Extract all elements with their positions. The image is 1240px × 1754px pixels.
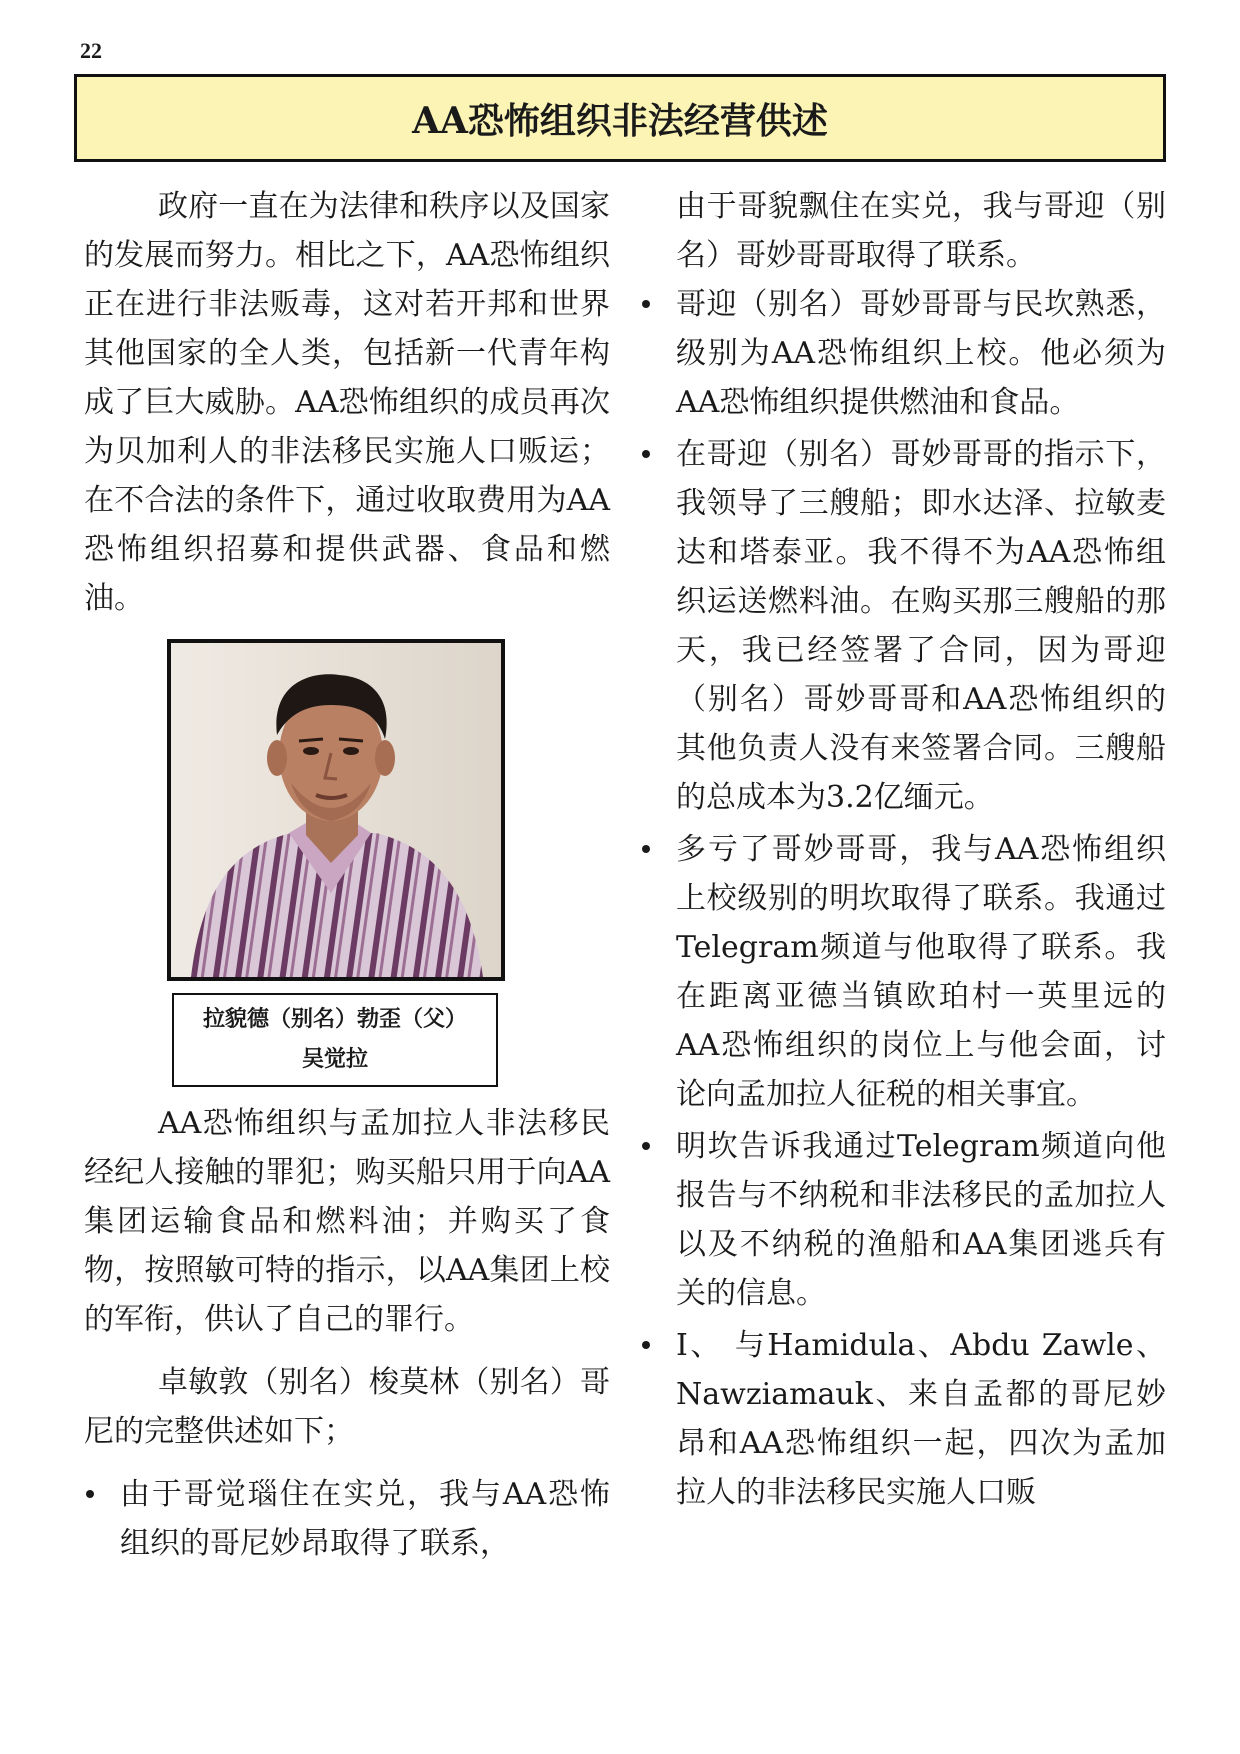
intro-paragraph: 政府一直在为法律和秩序以及国家的发展而努力。相比之下，AA恐怖组织正在进行非法贩毒，这对若开邦和世界其他国家的全人类，包括新一代青年构成了巨大威胁。AA恐怖组织的成员再次为贝加利人的非法移民实施人口贩运；在不合法的条件下，通过收取费用为AA恐怖组织招募和提供武器、食品和燃油。 bbox=[84, 189, 610, 616]
bullet-icon bbox=[642, 450, 650, 458]
caption-line-2: 吴觉拉 bbox=[301, 1046, 368, 1072]
bullet-icon bbox=[642, 845, 650, 853]
list-item bbox=[676, 430, 1166, 822]
right-bullet-list bbox=[676, 280, 1166, 1517]
list-item bbox=[676, 1321, 1166, 1517]
list-item-text: 哥迎（别名）哥妙哥哥与民坎熟悉，级别为AA恐怖组织上校。他必须为AA恐怖组织提供燃油和食品。 bbox=[676, 287, 1166, 420]
list-item-text: I、 与Hamidula、Abdu Zawle、Nawziamauk、来自孟都的哥尼妙昂和AA恐怖组织一起，四次为孟加拉人的非法移民实施人口贩 bbox=[676, 1328, 1166, 1510]
bullet-icon bbox=[642, 1142, 650, 1150]
offense-paragraph: AA恐怖组织与孟加拉人非法移民经纪人接触的罪犯；购买船只用于向AA集团运输食品和燃料油；并购买了食物，按照敏可特的指示，以AA集团上校的军衔，供认了自己的罪行。 bbox=[84, 1106, 610, 1337]
left-column bbox=[84, 182, 610, 1568]
bullet-icon bbox=[86, 1490, 94, 1498]
continued-paragraph: 由于哥貌飘住在实兑，我与哥迎（别名）哥妙哥哥取得了联系。 bbox=[676, 189, 1166, 273]
list-item-text: 在哥迎（别名）哥妙哥哥的指示下，我领导了三艘船；即水达泽、拉敏麦达和塔泰亚。我不得不为AA恐怖组织运送燃料油。在购买那三艘船的那天，我已经签署了合同，因为哥迎（别名）哥妙哥哥和AA恐怖组织的其他负责人没有来签署合同。三艘船的总成本为3.2亿缅元。 bbox=[676, 437, 1166, 815]
list-item bbox=[676, 1122, 1166, 1318]
list-item bbox=[676, 280, 1166, 427]
portrait-image bbox=[171, 643, 501, 977]
photo-caption bbox=[172, 993, 498, 1087]
confession-intro: 卓敏敦（别名）梭莫林（别名）哥尼的完整供述如下； bbox=[84, 1365, 610, 1449]
list-item bbox=[676, 825, 1166, 1119]
list-item bbox=[120, 1470, 610, 1568]
title-box bbox=[74, 74, 1166, 162]
list-item-text: 多亏了哥妙哥哥，我与AA恐怖组织上校级别的明坎取得了联系。我通过Telegram频道与他取得了联系。我在距离亚德当镇欧珀村一英里远的AA恐怖组织的岗位上与他会面，讨论向孟加拉人征税的相关事宜。 bbox=[676, 832, 1166, 1112]
list-item-text: 由于哥觉瑙住在实兑，我与AA恐怖组织的哥尼妙昂取得了联系， bbox=[120, 1477, 610, 1561]
portrait-photo bbox=[167, 639, 505, 981]
page-number: 22 bbox=[80, 38, 102, 63]
list-item-text: 明坎告诉我通过Telegram频道向他报告与不纳税和非法移民的孟加拉人以及不纳税的渔船和AA集团逃兵有关的信息。 bbox=[676, 1129, 1166, 1311]
bullet-icon bbox=[642, 300, 650, 308]
page-title: AA恐怖组织非法经营供述 bbox=[412, 99, 828, 142]
right-column bbox=[676, 182, 1166, 1517]
bullet-icon bbox=[642, 1341, 650, 1349]
left-bullet-list bbox=[84, 1470, 610, 1568]
caption-line-1: 拉貌德（别名）勃歪（父） bbox=[202, 1006, 467, 1032]
